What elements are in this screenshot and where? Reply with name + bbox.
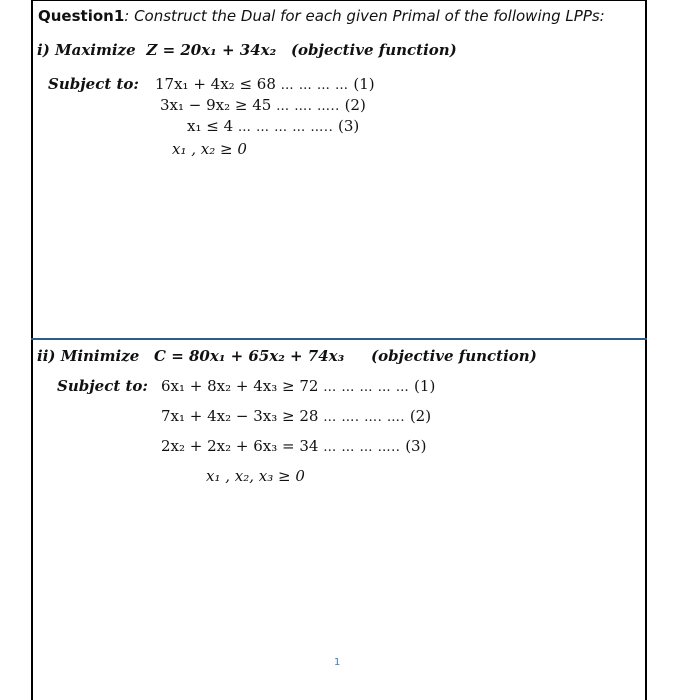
- constraint-tag: (3): [337, 117, 360, 135]
- constraint-expr: 17x₁ + 4x₂ ≤ 68: [155, 75, 276, 93]
- constraint-tag: (1): [353, 75, 375, 93]
- constraint-tag: (2): [344, 96, 366, 114]
- constraint-dots: … … … … …..: [237, 120, 334, 135]
- question-title: [38, 7, 605, 25]
- constraint-dots: … …. …. ….: [323, 410, 406, 425]
- constraint-dots: … …. …..: [276, 99, 340, 114]
- section-divider: [31, 338, 647, 340]
- part1-constraint-2: [160, 96, 366, 114]
- part1-subject-to: Subject to:: [48, 75, 139, 93]
- part2-constraint-1: [161, 377, 435, 395]
- part1-label: i) Maximize: [37, 41, 136, 59]
- constraint-expr: 3x₁ − 9x₂ ≥ 45: [160, 96, 272, 114]
- part2-subject-to: Subject to:: [57, 377, 148, 395]
- part1-objective: Z = 20x₁ + 34x₂: [146, 41, 277, 59]
- part1-constraint-3: [187, 117, 359, 135]
- constraint-tag: (1): [414, 377, 436, 395]
- constraint-dots: … … … … …: [323, 380, 410, 395]
- part2-objective-line: [37, 347, 537, 365]
- constraint-dots: … … … …..: [323, 440, 401, 455]
- constraint-tag: (3): [405, 437, 427, 455]
- question-text: : Construct the Dual for each given Primal of the following LPPs:: [124, 7, 605, 25]
- part2-nonnegativity: x₁ , x₂, x₃ ≥ 0: [206, 467, 305, 485]
- constraint-expr: x₁ ≤ 4: [187, 117, 234, 135]
- constraint-expr: 6x₁ + 8x₂ + 4x₃ ≥ 72: [161, 377, 319, 395]
- part2-constraint-3: [161, 437, 426, 455]
- part1-objective-note: (objective function): [290, 41, 457, 59]
- part1-nonnegativity: x₁ , x₂ ≥ 0: [172, 140, 247, 158]
- part2-label: ii) Minimize: [37, 347, 140, 365]
- part2-constraint-2: [161, 407, 431, 425]
- constraint-expr: 7x₁ + 4x₂ − 3x₃ ≥ 28: [161, 407, 319, 425]
- page-number: 1: [334, 657, 341, 668]
- part2-objective-note: (objective function): [370, 347, 537, 365]
- part1-constraint-1: [155, 75, 375, 93]
- part2-objective: C = 80x₁ + 65x₂ + 74x₃: [154, 347, 345, 365]
- constraint-expr: 2x₂ + 2x₂ + 6x₃ = 34: [161, 437, 319, 455]
- part1-objective-line: [37, 41, 457, 59]
- question-number: Question1: [38, 7, 125, 25]
- constraint-dots: … … … …: [280, 78, 349, 93]
- constraint-tag: (2): [409, 407, 432, 425]
